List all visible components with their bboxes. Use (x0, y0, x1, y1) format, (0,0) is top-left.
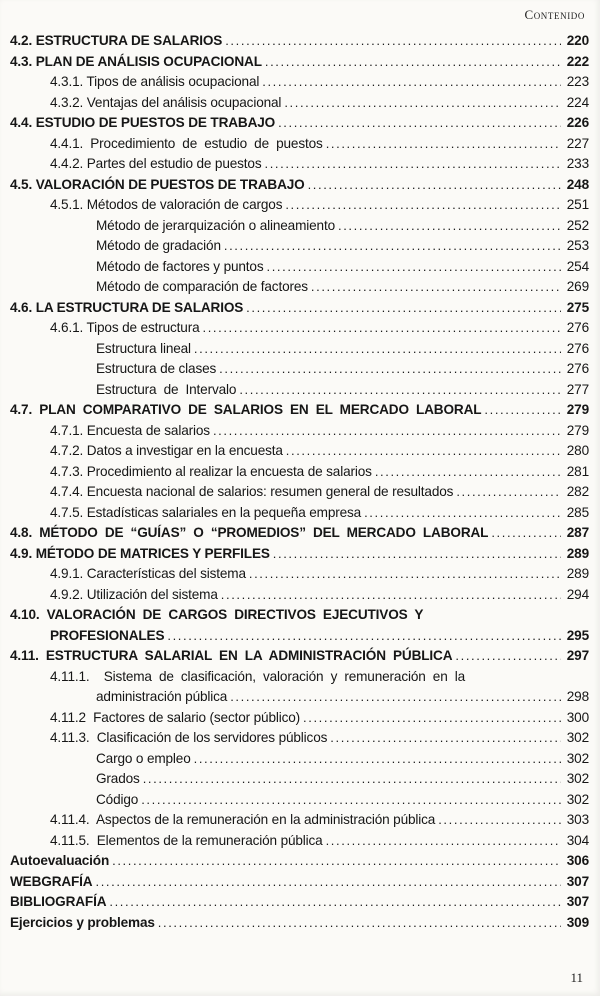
toc-entry (10, 484, 589, 505)
entry-page: 276 (566, 361, 589, 376)
dot-leader (338, 218, 561, 233)
dot-leader (219, 361, 561, 376)
dot-leader (249, 566, 561, 581)
toc-entry (10, 915, 589, 936)
toc-entry (10, 730, 589, 751)
dot-leader (194, 751, 561, 766)
entry-page: 306 (566, 853, 589, 868)
entry-page: 294 (566, 586, 589, 602)
entry-title: 4.5.1. Métodos de valoración de cargos (50, 197, 283, 212)
dot-leader (246, 300, 561, 315)
toc-entry (10, 54, 589, 75)
toc-entry (10, 443, 589, 464)
toc-entry (10, 894, 589, 915)
dot-leader (109, 894, 561, 909)
dot-leader (141, 792, 561, 807)
dot-leader (273, 546, 561, 561)
toc-entry (10, 628, 589, 649)
entry-title: 4.11.2 Factores de salario (sector público) (50, 709, 301, 725)
dot-leader (311, 279, 561, 294)
toc-entry (10, 874, 589, 895)
entry-page: 309 (566, 914, 589, 930)
entry-title: Método de jerarquización o alineamiento (96, 217, 335, 233)
entry-title: 4.11.1. Sistema de clasificación, valoración y remuneración en la (50, 668, 466, 684)
dot-leader (143, 771, 561, 786)
toc-entry (10, 566, 589, 587)
dot-leader (364, 505, 561, 520)
entry-title: 4.4.2. Partes del estudio de puestos (50, 156, 262, 171)
toc-entry (10, 423, 589, 444)
entry-page: 300 (566, 709, 589, 725)
toc-entry (10, 546, 589, 567)
entry-title: 4.11.5. Elementos de la remuneración pública (50, 832, 323, 848)
dot-leader (330, 730, 561, 745)
toc-entry (10, 259, 589, 280)
entry-page: 222 (566, 53, 589, 69)
entry-title: 4.7.2. Datos a investigar en la encuesta (50, 443, 283, 458)
toc-entry (10, 177, 589, 198)
entry-title: Grados (96, 771, 140, 786)
entry-title: 4.6. LA ESTRUCTURA DE SALARIOS (10, 299, 244, 315)
dot-leader (203, 320, 562, 335)
toc-entry (10, 669, 589, 690)
entry-title: PROFESIONALES (50, 627, 165, 643)
toc-entry (10, 341, 589, 362)
toc-entry (10, 464, 589, 485)
entry-title: 4.7.3. Procedimiento al realizar la encuesta de salarios (50, 463, 372, 479)
entry-title: 4.5. VALORACIÓN DE PUESTOS DE TRABAJO (10, 176, 305, 192)
entry-page: 276 (566, 320, 589, 335)
entry-title: 4.9.2. Utilización del sistema (50, 586, 218, 602)
entry-page: 304 (566, 832, 589, 848)
entry-title: Estructura lineal (96, 340, 191, 356)
dot-leader (375, 464, 561, 479)
toc-entry (10, 505, 589, 526)
dot-leader (456, 484, 561, 499)
page-footer (570, 970, 583, 986)
toc-entry (10, 95, 589, 116)
dot-leader (194, 341, 561, 356)
entry-title: 4.7. PLAN COMPARATIVO DE SALARIOS EN EL MERCADO LABORAL (10, 402, 482, 417)
dot-leader (285, 197, 561, 212)
dot-leader (213, 423, 561, 438)
entry-title: Cargo o empleo (96, 750, 191, 766)
entry-title: 4.3.2. Ventajas del análisis ocupacional (50, 94, 282, 110)
entry-page: 254 (566, 258, 589, 274)
entry-title: 4.7.4. Encuesta nacional de salarios: resumen general de resultados (50, 484, 454, 499)
entry-page: 276 (566, 340, 589, 356)
toc-entry (10, 853, 589, 874)
toc-entry (10, 156, 589, 177)
entry-title: Método de gradación (96, 238, 221, 253)
entry-title: 4.9.1. Características del sistema (50, 566, 246, 581)
dot-leader (221, 587, 561, 602)
toc-entry (10, 238, 589, 259)
entry-page: 269 (566, 279, 589, 294)
entry-page: 227 (566, 135, 589, 151)
entry-title: 4.11.3. Clasificación de los servidores públicos (50, 730, 328, 745)
toc-entry (10, 136, 589, 157)
entry-page: 281 (566, 463, 589, 479)
entry-title: 4.11.4. Aspectos de la remuneración en la administración pública (50, 812, 436, 827)
dot-leader (265, 54, 561, 69)
entry-page: 302 (566, 730, 589, 745)
entry-page: 297 (566, 648, 589, 663)
header-title: Contenido (524, 7, 585, 22)
entry-page: 303 (566, 812, 589, 827)
toc-entry (10, 115, 589, 136)
entry-title: administración pública (96, 689, 228, 704)
dot-leader (265, 156, 562, 171)
entry-title: 4.9. MÉTODO DE MATRICES Y PERFILES (10, 545, 270, 561)
toc-list (10, 33, 589, 935)
toc-entry (10, 74, 589, 95)
entry-page: 251 (566, 197, 589, 212)
entry-page: 289 (566, 566, 589, 581)
toc-entry (10, 402, 589, 423)
entry-title: Ejercicios y problemas (10, 914, 155, 930)
entry-title: WEBGRAFÍA (10, 873, 93, 889)
entry-page: 287 (566, 525, 589, 540)
dot-leader (225, 33, 561, 48)
entry-title: 4.4. ESTUDIO DE PUESTOS DE TRABAJO (10, 115, 276, 130)
entry-page: 223 (566, 74, 589, 89)
entry-title: Estructura de Intervalo (96, 381, 237, 397)
entry-page: 302 (566, 771, 589, 786)
dot-leader (308, 177, 561, 192)
dot-leader (284, 95, 561, 110)
entry-page: 295 (566, 627, 589, 643)
dot-leader (167, 628, 561, 643)
entry-title: 4.3. PLAN DE ANÁLISIS OCUPACIONAL (10, 53, 262, 69)
dot-leader (224, 238, 561, 253)
entry-title: Autoevaluación (10, 853, 110, 868)
toc-entry (10, 300, 589, 321)
entry-page: 307 (566, 873, 589, 889)
toc-entry (10, 587, 589, 608)
entry-page: 252 (566, 217, 589, 233)
dot-leader (158, 915, 561, 930)
dot-leader (278, 115, 561, 130)
dot-leader (95, 874, 561, 889)
entry-title: 4.2. ESTRUCTURA DE SALARIOS (10, 33, 223, 48)
dot-leader (267, 259, 562, 274)
entry-page: 307 (566, 894, 589, 909)
toc-entry (10, 792, 589, 813)
dot-leader (286, 443, 561, 458)
entry-page: 224 (566, 94, 589, 110)
entry-page: 289 (566, 545, 589, 561)
entry-title: 4.4.1. Procedimiento de estudio de puestos (50, 135, 323, 151)
toc-entry (10, 812, 589, 833)
entry-title: Estructura de clases (96, 361, 217, 376)
entry-page: 277 (566, 381, 589, 397)
dot-leader (230, 689, 561, 704)
dot-leader (438, 812, 561, 827)
entry-title: 4.7.1. Encuesta de salarios (50, 422, 210, 438)
entry-page: 279 (566, 422, 589, 438)
dot-leader (112, 853, 561, 868)
entry-page: 302 (566, 750, 589, 766)
entry-page: 302 (566, 791, 589, 807)
entry-page: 248 (566, 176, 589, 192)
toc-entry (10, 361, 589, 382)
entry-title: 4.11. ESTRUCTURA SALARIAL EN LA ADMINISTRACIÓN PÚBLICA (10, 648, 453, 663)
entry-page: 275 (566, 299, 589, 315)
entry-title: 4.10. VALORACIÓN DE CARGOS DIRECTIVOS EJECUTIVOS Y (10, 607, 424, 622)
entry-title: 4.6.1. Tipos de estructura (50, 320, 200, 335)
dot-leader (455, 648, 561, 663)
dot-leader (491, 525, 561, 540)
toc-entry (10, 382, 589, 403)
dot-leader (303, 710, 561, 725)
toc-entry (10, 689, 589, 710)
dot-leader (239, 382, 561, 397)
entry-page: 282 (566, 484, 589, 499)
dot-leader (262, 74, 561, 89)
entry-title: 4.3.1. Tipos de análisis ocupacional (50, 74, 260, 89)
dot-leader (326, 136, 561, 151)
entry-title: Método de comparación de factores (96, 279, 308, 294)
entry-page: 253 (566, 238, 589, 253)
entry-page: 298 (566, 689, 589, 704)
toc-entry (10, 320, 589, 341)
entry-page: 226 (566, 115, 589, 130)
entry-title: BIBLIOGRAFÍA (10, 894, 107, 909)
entry-title: Código (96, 791, 139, 807)
toc-entry (10, 279, 589, 300)
toc-entry (10, 525, 589, 546)
toc-entry (10, 833, 589, 854)
toc-entry (10, 648, 589, 669)
entry-title: 4.7.5. Estadísticas salariales en la pequeña empresa (50, 504, 362, 520)
page-number: 11 (570, 970, 583, 985)
entry-page: 233 (566, 156, 589, 171)
entry-page: 280 (566, 443, 589, 458)
toc-entry (10, 771, 589, 792)
toc-entry (10, 710, 589, 731)
toc-entry (10, 751, 589, 772)
entry-page: 220 (566, 33, 589, 48)
dot-leader (484, 402, 561, 417)
toc-entry (10, 197, 589, 218)
dot-leader (326, 833, 561, 848)
toc-entry (10, 218, 589, 239)
toc-entry (10, 33, 589, 54)
entry-title: Método de factores y puntos (96, 258, 264, 274)
entry-title: 4.8. MÉTODO DE “GUÍAS” O “PROMEDIOS” DEL MERCADO LABORAL (10, 525, 489, 540)
entry-page: 279 (566, 402, 589, 417)
entry-page: 285 (566, 504, 589, 520)
page-header (524, 7, 585, 23)
toc-entry (10, 607, 589, 628)
